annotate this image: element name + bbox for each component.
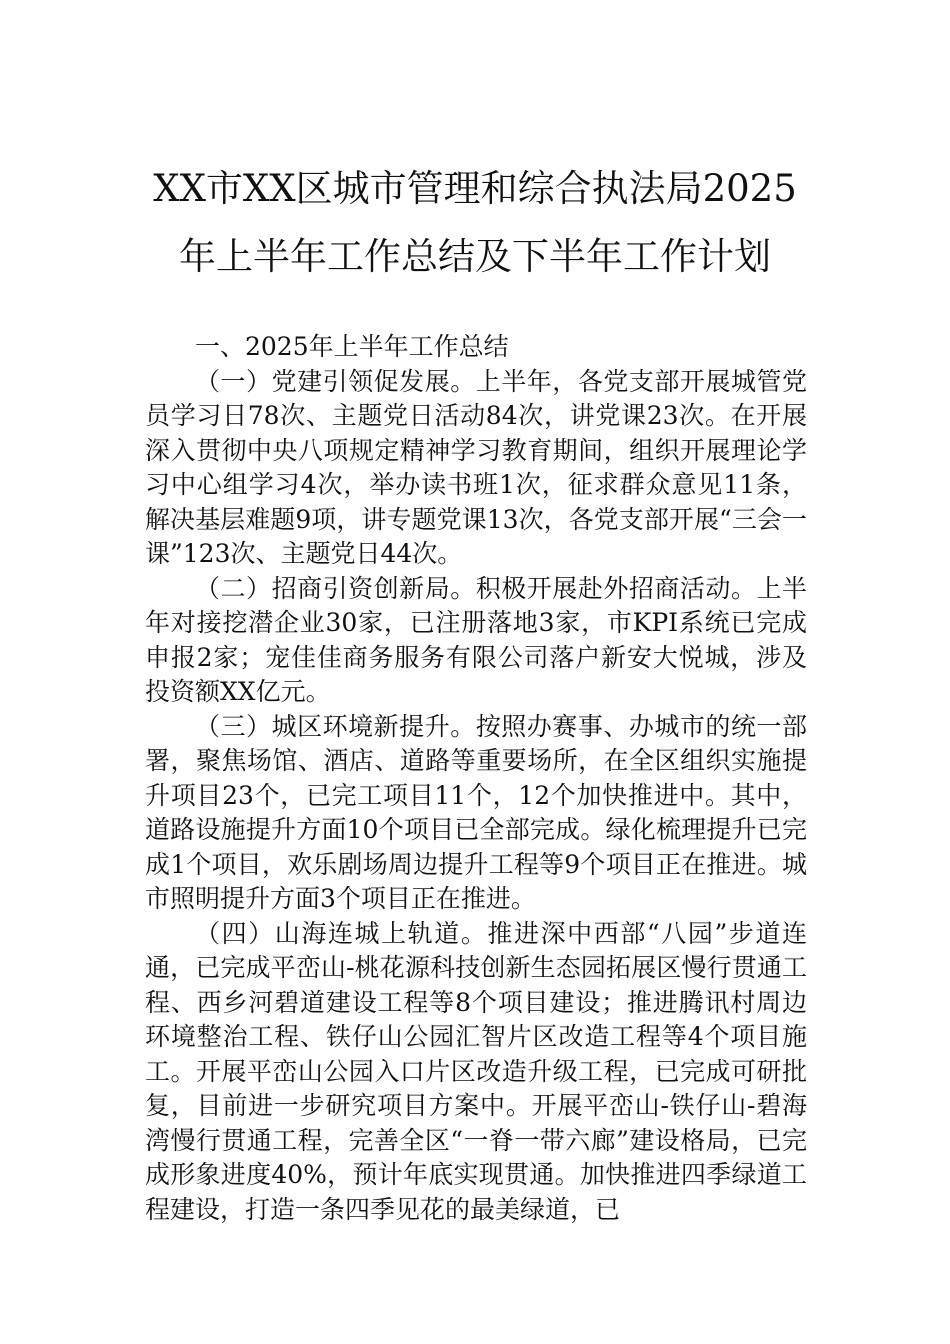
section-heading: 一、2025年上半年工作总结 [195,332,509,361]
paragraph-greenway: （四）山海连城上轨道。推进深中西部“八园”步道连通，已完成平峦山-桃花源科技创新生态园拓展区慢行贯通工程、西乡河碧道建设工程等8个项目建设；推进腾讯村周边环境整治工程、铁仔山公园汇智片区改造工程等4个项目施工。开展平峦山公园入口片区改造升级工程，已完成可研批复，目前进一步研究项目方案中。开展平峦山-铁仔山-碧海湾慢行贯通工程，完善全区“一脊一带六廊”建设格局，已完成形象进度40%，预计年底实现贯通。加快推进四季绿道工程建设，打造一条四季见花的最美绿道，已 [145,918,807,1224]
document-title-line-2: 年上半年工作总结及下半年工作计划 [179,235,771,278]
document-title-line-1: XX市XX区城市管理和综合执法局2025 [153,167,797,210]
paragraph-investment: （二）招商引资创新局。积极开展赴外招商活动。上半年对接挖潜企业30家，已注册落地3家，市KPI系统已完成申报2家；宠佳佳商务服务有限公司落户新安大悦城，涉及投资额XX亿元。 [145,573,807,706]
document-body [145,330,807,1227]
paragraph-urban-environment: （三）城区环境新提升。按照办赛事、办城市的统一部署，聚焦场馆、酒店、道路等重要场所，在全区组织实施提升项目23个，已完工项目11个，12个加快推进中。其中，道路设施提升方面10个项目已全部完成。绿化梳理提升已完成1个项目，欢乐剧场周边提升工程等9个项目正在推进。城市照明提升方面3个项目正在推进。 [145,711,807,913]
paragraph-party-building: （一）党建引领促发展。上半年，各党支部开展城管党员学习日78次、主题党日活动84次，讲党课23次。在开展深入贯彻中央八项规定精神学习教育期间，组织开展理论学习中心组学习4次，举办读书班1次，征求群众意见11条，解决基层难题9项，讲专题党课13次，各党支部开展“三会一课”123次、主题党日44次。 [145,366,807,568]
